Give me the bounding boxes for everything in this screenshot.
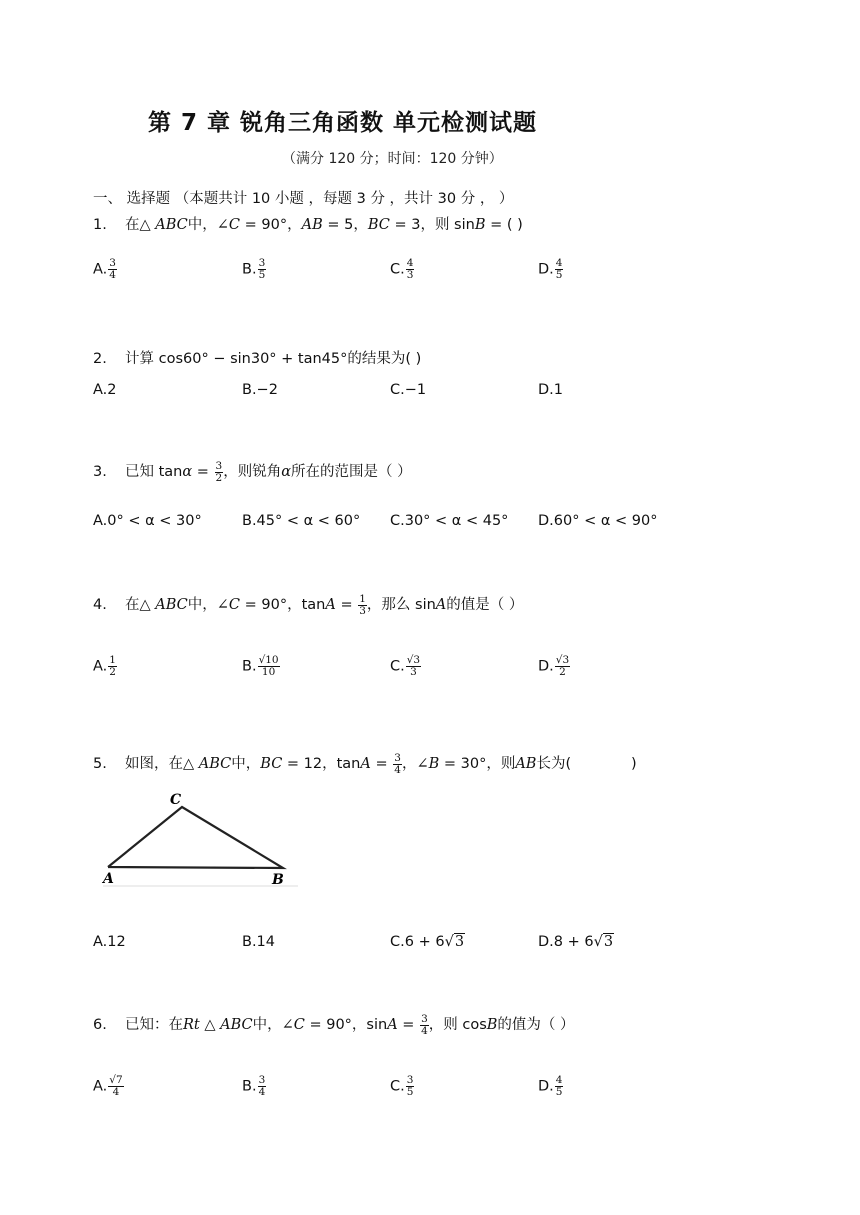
page-title: 第 7 章 锐角三角函数 单元检测试题 (148, 110, 538, 136)
question-number: 6. (93, 1017, 107, 1033)
section-heading: 一、 选择题 （本题共计 10 小题 ，每题 3 分 ，共计 30 分 ， ） (93, 191, 514, 207)
question-number: 2. (93, 351, 107, 367)
option-3b: B.45° < α < 60° (242, 513, 361, 529)
option-1d: D. $\frac{4}{5}$ (538, 257, 563, 281)
question-2: 2. 计算 cos60° − sin30° + tan45°的结果为( ) (93, 351, 422, 367)
option-6c: C. $\frac{3}{5}$ (390, 1074, 414, 1098)
question-5: 5. 如图，在△ ABC中，BC = 12，tanA = $\frac{3}{4}$ ，∠B = 30°，则AB长为( ) (93, 751, 637, 776)
option-6a: A. $\frac{√7}{4}$ (93, 1074, 123, 1098)
question-number: 4. (93, 597, 107, 613)
option-5a: A.12 (93, 934, 126, 950)
vertex-a-label: A (103, 871, 114, 887)
option-4b: B. $\frac{√10}{10}$ (242, 654, 279, 678)
question-1: 1. 在△ ABC中，∠C = 90°，AB = 5，BC = 3，则 sinB = ( ) (93, 217, 523, 233)
question-3: 3. 已知 tanα = $\frac{3}{2}$ ，则锐角α所在的范围是（ ） (93, 459, 412, 484)
triangle-figure (100, 790, 300, 890)
option-5c: C.6 + 6√3 (390, 934, 465, 950)
page-subtitle: （满分 120 分；时间：120 分钟） (282, 151, 503, 167)
option-6b: B. $\frac{3}{4}$ (242, 1074, 266, 1098)
option-4d: D. $\frac{√3}{2}$ (538, 654, 570, 678)
vertex-c-label: C (170, 792, 182, 808)
option-1b: B. $\frac{3}{5}$ (242, 257, 266, 281)
option-2d: D.1 (538, 382, 563, 398)
question-4: 4. 在△ ABC中，∠C = 90°，tanA = $\frac{1}{3}$ ，那么 sinA的值是（ ） (93, 592, 524, 617)
question-number: 5. (93, 756, 107, 772)
option-2c: C.−1 (390, 382, 427, 398)
option-4a: A. $\frac{1}{2}$ (93, 654, 116, 678)
option-2a: A.2 (93, 382, 117, 398)
option-1a: A. $\frac{3}{4}$ (93, 257, 116, 281)
question-number: 1. (93, 217, 107, 233)
vertex-b-label: B (272, 872, 284, 888)
option-3c: C.30° < α < 45° (390, 513, 509, 529)
option-6d: D. $\frac{4}{5}$ (538, 1074, 563, 1098)
option-3d: D.60° < α < 90° (538, 513, 658, 529)
triangle-shape (108, 807, 283, 868)
option-4c: C. $\frac{√3}{3}$ (390, 654, 421, 678)
option-3a: A.0° < α < 30° (93, 513, 202, 529)
question-number: 3. (93, 464, 107, 480)
option-1c: C. $\frac{4}{3}$ (390, 257, 414, 281)
option-5d: D.8 + 6√3 (538, 934, 614, 950)
option-5b: B.14 (242, 934, 276, 950)
question-6: 6. 已知：在Rt △ ABC中，∠C = 90°，sinA = $\frac{3}{4}$ ，则 cosB的值为（ ） (93, 1012, 575, 1037)
option-2b: B.−2 (242, 382, 278, 398)
